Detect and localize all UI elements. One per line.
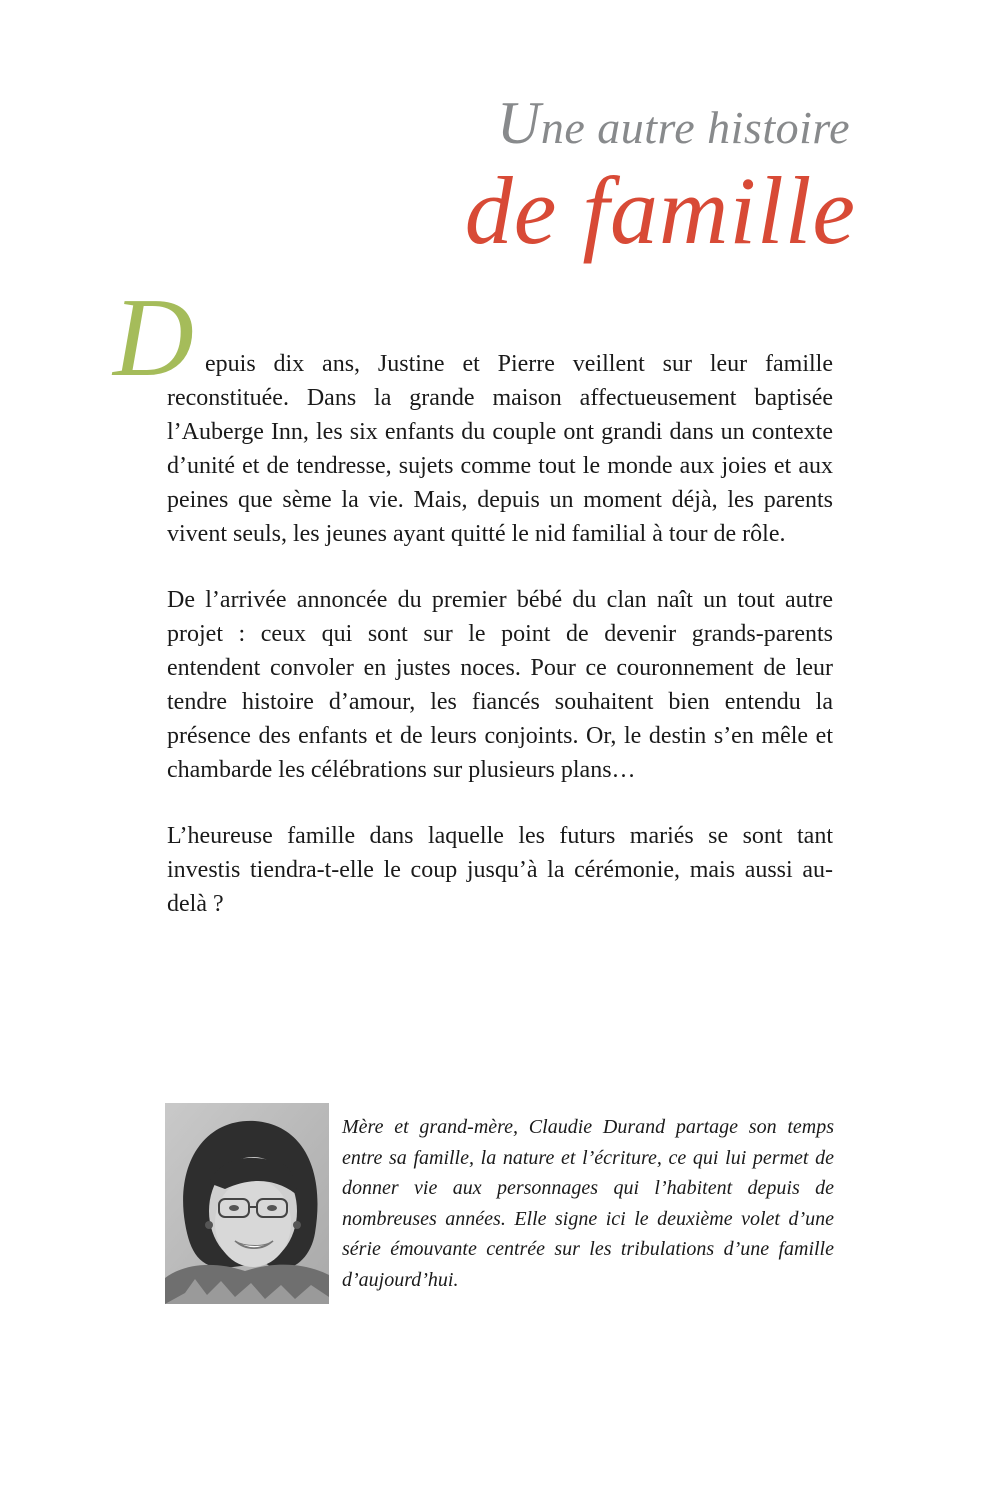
- title-line-2: de famille: [464, 157, 856, 264]
- synopsis: [167, 347, 833, 953]
- book-title: [464, 90, 856, 264]
- title-initial: U: [496, 90, 541, 156]
- title-line-1-text: ne autre histoire: [540, 102, 850, 153]
- author-photo: [165, 1103, 329, 1304]
- synopsis-paragraph-2: De l’arrivée annoncée du premier bébé du clan naît un tout autre projet : ceux qui sont sur le point de devenir grands-parents entendent convoler en justes noces. Pour ce couronnement de leur tendre histoire d’amour, les fiancés souhaitent bien entendu la présence des enfants et de leurs conjoints. Or, le destin s’en mêle et chambarde les célébrations sur plusieurs plans…: [167, 587, 833, 783]
- title-line-1: [465, 90, 850, 156]
- author-bio: Mère et grand-mère, Claudie Durand partage son temps entre sa famille, la nature et l’écriture, ce qui lui permet de donner vie aux personnages qui l’habitent depuis de nombreuses années. Elle signe ici le deuxième volet d’une série émouvante centrée sur les tribulations d’une famille d’aujourd’hui.: [342, 1116, 834, 1291]
- drop-cap: D: [113, 276, 194, 400]
- synopsis-paragraph-1: epuis dix ans, Justine et Pierre veillent sur leur famille reconstituée. Dans la grande maison affectueusement baptisée l’Auberge Inn, les six enfants du couple ont grandi dans un contexte d’unité et de tendresse, sujets comme tout le monde aux joies et aux peines que sème la vie. Mais, depuis un moment déjà, les parents vivent seuls, les jeunes ayant quitté le nid familial à tour de rôle.: [167, 351, 833, 547]
- synopsis-paragraph-3: L’heureuse famille dans laquelle les futurs mariés se sont tant investis tiendra-t-elle le coup jusqu’à la cérémonie, mais aussi au-delà ?: [167, 823, 833, 917]
